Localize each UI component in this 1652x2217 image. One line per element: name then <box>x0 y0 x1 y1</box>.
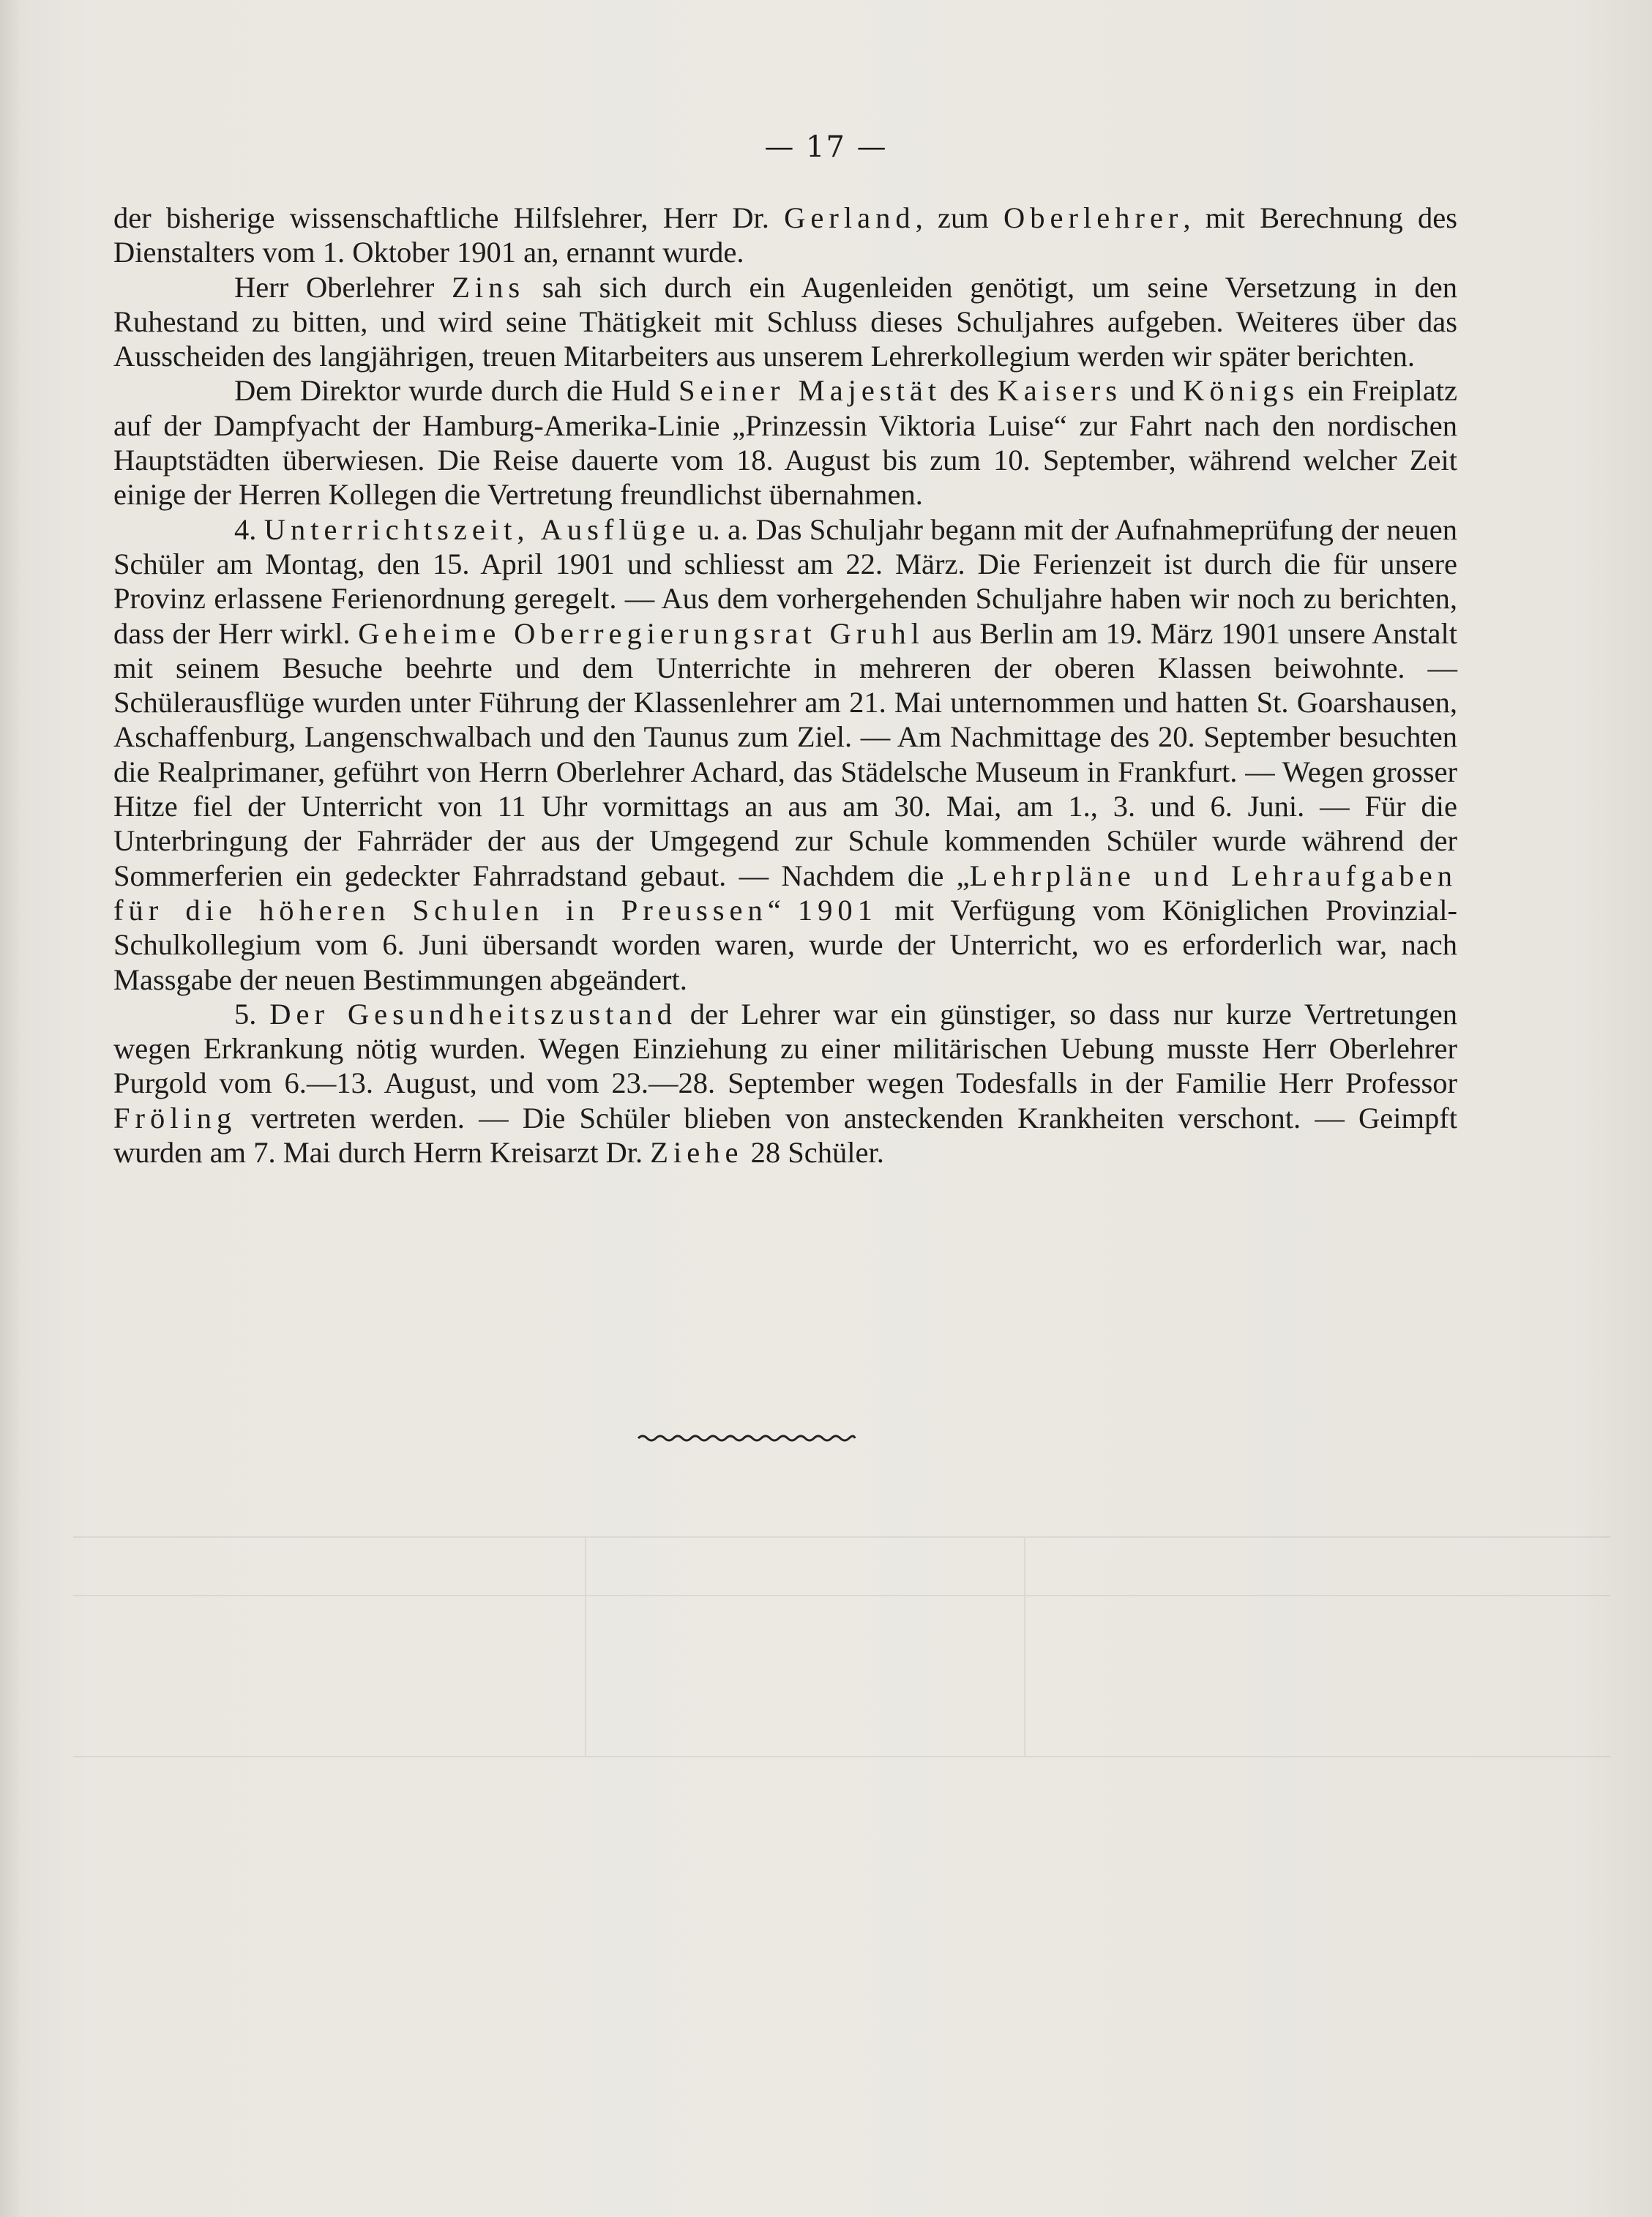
paragraph-p1 <box>113 201 1457 270</box>
spaced-emphasis-text: 1901 <box>797 893 878 927</box>
paragraph-p3 <box>113 373 1457 512</box>
paragraph-p5 <box>113 997 1457 1170</box>
spaced-emphasis-text: Kaisers <box>997 374 1122 408</box>
spaced-emphasis-text: Der Gesundheitszustand <box>269 997 677 1031</box>
spaced-emphasis-text: Zins <box>452 270 526 304</box>
spaced-emphasis-text: Unterrichtszeit, Ausflüge <box>264 512 691 546</box>
text-segment: Dem Direktor wurde durch die Huld <box>234 374 679 408</box>
text-segment: der bisherige wissenschaftliche Hilfslehrer, Herr Dr. <box>113 201 785 234</box>
text-segment: u. a. Das Schuljahr begann mit der Aufnahmeprüfung der neuen Schüler am Montag, den 15. April 1901 und schliesst am 22. März. Die Ferienzeit ist durch die für unsere Provinz erlassene Ferienordnung geregelt. — Aus dem vorhergehenden Schuljahre haben wir noch zu berichten, dass der Herr wirkl. <box>113 512 1457 650</box>
text-segment: mit Verfügung vom Königlichen Provinzial-Schulkollegium vom 6. Juni übersandt worden waren, wurde der Unterricht, wo es erforderlich war, nach Massgabe der neuen Bestimmungen abgeändert. <box>113 893 1458 996</box>
text-segment: des <box>941 374 998 408</box>
text-segment: , mit Berechnung des Dienstalters vom 1. Oktober 1901 an, ernannt wurde. <box>113 201 1457 269</box>
spaced-emphasis-text: Lehrpläne und Lehraufgaben für die höheren Schulen in Preussen <box>113 859 1457 927</box>
text-segment: 4. <box>234 512 264 546</box>
text-segment: und <box>1122 374 1184 408</box>
text-segment: 5. <box>234 997 270 1031</box>
text-segment: der Lehrer war ein günstiger, so dass nur kurze Vertretungen wegen Erkrankung nötig wurden. Wegen Einziehung zu einer militärischen Uebung musste Herr Oberlehrer Purgold vom 6.—13. August, und vom 23.—28. September wegen Todesfalls in der Familie Herr Professor <box>113 997 1458 1100</box>
bleed-through-table <box>73 1449 1610 1779</box>
text-segment: “ <box>767 893 798 927</box>
text-segment: vertreten werden. — Die Schüler blieben von ansteckenden Krankheiten verschont. — Geimpft wurden am 7. Mai durch Herrn Kreisarzt Dr. <box>113 1101 1457 1170</box>
text-segment: Herr Oberlehrer <box>234 270 452 304</box>
spaced-emphasis-text: Ziehe <box>650 1136 744 1170</box>
spaced-emphasis-text: Fröling <box>113 1101 237 1134</box>
text-segment: aus Berlin am 19. März 1901 unsere Anstalt mit seinem Besuche beehrte und dem Unterrichte in mehreren der oberen Klassen beiwohnte. — Schülerausflüge wurden unter Führung der Klassenlehrer am 21. Mai unternommen und hatten St. Goarshausen, Aschaffenburg, Langenschwalbach und den Taunus zum Ziel. — Am Nachmittage des 20. September besuchten die Realprimaner, geführt von Herrn Oberlehrer Achard, das Städelsche Museum in Frankfurt. — Wegen grosser Hitze fiel der Unterricht von 11 Uhr vormittags an aus am 30. Mai, am 1., 3. und 6. Juni. — Für die Unterbringung der Fahrräder der aus der Umgegend zur Schule kommenden Schüler wurde während der Sommerferien ein gedeckter Fahrradstand gebaut. — Nachdem die „ <box>113 616 1457 892</box>
spaced-emphasis-text: Oberlehrer <box>1003 201 1184 234</box>
spaced-emphasis-text: Gerland <box>784 201 916 234</box>
paragraph-p4 <box>113 512 1457 997</box>
text-segment: ein Freiplatz auf der Dampfyacht der Hamburg-Amerika-Linie „Prinzessin Viktoria Luise“ zur Fahrt nach den nordischen Hauptstädten überwiesen. Die Reise dauerte vom 18. August bis zum 10. September, während welcher Zeit einige der Herren Kollegen die Vertretung freundlichst übernahmen. <box>113 374 1457 512</box>
paragraph-p2 <box>113 270 1457 374</box>
text-segment: 28 Schüler. <box>743 1136 884 1170</box>
text-segment: sah sich durch ein Augenleiden genötigt, um seine Versetzung in den Ruhestand zu bitten, und wird seine Thätigkeit mit Schluss dieses Schuljahres aufgeben. Weiteres über das Ausscheiden des langjährigen, treuen Mitarbeiters aus unserem Lehrerkollegium werden wir später berichten. <box>113 270 1457 373</box>
spaced-emphasis-text: Königs <box>1183 374 1300 408</box>
spaced-emphasis-text: Geheime Oberregierungsrat Gruhl <box>358 616 924 650</box>
page-number: — 17 — <box>764 130 888 164</box>
text-segment: , zum <box>915 201 1004 234</box>
body-text <box>113 201 1457 1170</box>
wavy-divider <box>637 1431 856 1446</box>
spaced-emphasis-text: Seiner Majestät <box>679 374 942 408</box>
